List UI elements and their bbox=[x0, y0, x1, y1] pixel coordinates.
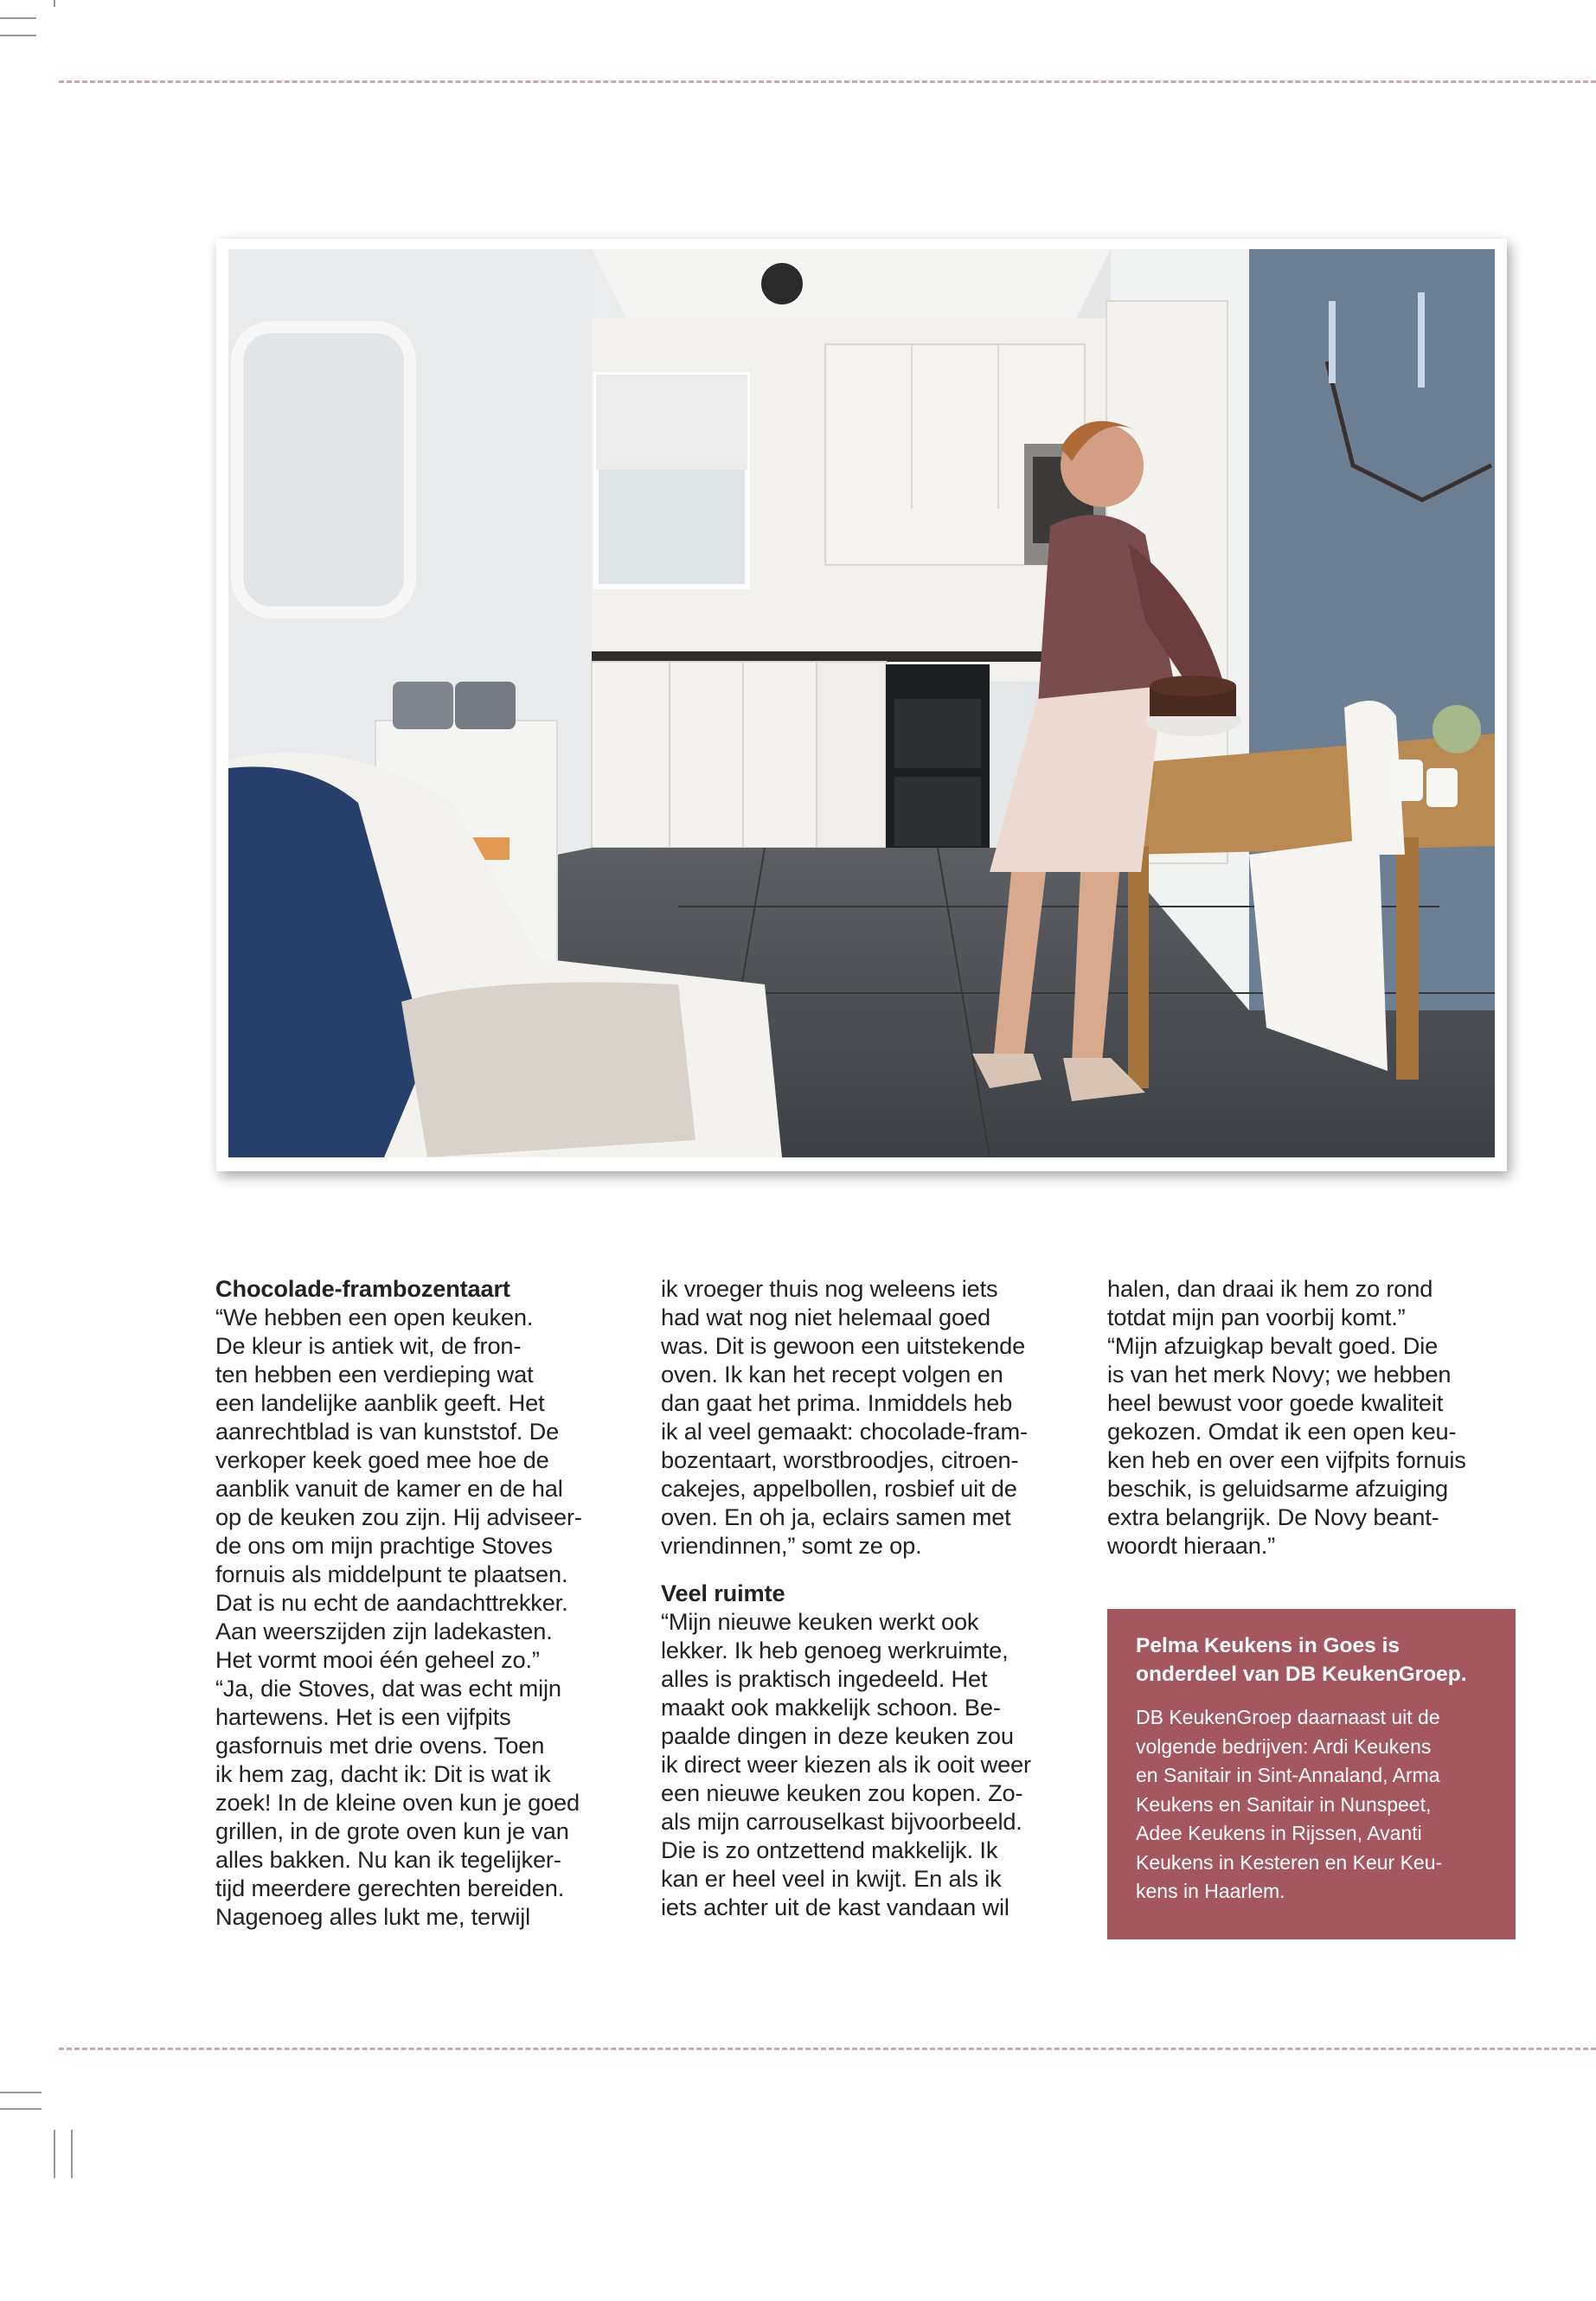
crop-mark bbox=[0, 2108, 42, 2110]
text-line: aanblik vanuit de kamer en de hal bbox=[215, 1475, 563, 1502]
text-line: totdat mijn pan voorbij komt.” bbox=[1107, 1304, 1406, 1330]
article-column-3 bbox=[1107, 1274, 1514, 1560]
text-line: heel bewust voor goede kwaliteit bbox=[1107, 1389, 1444, 1416]
dashed-rule-top bbox=[59, 80, 1596, 83]
text-line: een landelijke aanblik geeft. Het bbox=[215, 1389, 545, 1416]
text-line: als mijn carrouselkast bijvoorbeeld. bbox=[661, 1808, 1022, 1835]
text-line: verkoper keek goed mee hoe de bbox=[215, 1446, 549, 1473]
text-line: aanrechtblad is van kunststof. De bbox=[215, 1418, 560, 1445]
text-line: oven. Ik kan het recept volgen en bbox=[661, 1361, 1003, 1388]
text-line: Dat is nu echt de aandachttrekker. bbox=[215, 1589, 568, 1616]
info-box-text-line: Adee Keukens in Rijssen, Avanti bbox=[1136, 1822, 1422, 1844]
text-line: cakejes, appelbollen, rosbief uit de bbox=[661, 1475, 1017, 1502]
text-line: “Ja, die Stoves, dat was echt mijn bbox=[215, 1675, 561, 1702]
photo-frame bbox=[216, 239, 1507, 1171]
text-line: De kleur is antiek wit, de fron- bbox=[215, 1332, 522, 1359]
article-column-2 bbox=[661, 1274, 1085, 1921]
text-line: alles is praktisch ingedeeld. Het bbox=[661, 1665, 988, 1692]
crop-mark bbox=[0, 17, 36, 19]
section-heading: Chocolade-frambozentaart bbox=[215, 1275, 510, 1302]
text-line: Die is zo ontzettend makkelijk. Ik bbox=[661, 1836, 998, 1863]
crop-mark bbox=[54, 0, 55, 7]
text-line: op de keuken zou zijn. Hij adviseer- bbox=[215, 1503, 582, 1530]
crop-mark bbox=[71, 2130, 73, 2178]
text-line: “Mijn afzuigkap bevalt goed. Die bbox=[1107, 1332, 1439, 1359]
text-line: gasfornuis met drie ovens. Toen bbox=[215, 1732, 545, 1759]
crop-mark bbox=[0, 35, 36, 36]
text-line: alles bakken. Nu kan ik tegelijker- bbox=[215, 1846, 561, 1873]
text-line: “We hebben een open keuken. bbox=[215, 1304, 534, 1330]
text-line: bozentaart, worstbroodjes, citroen- bbox=[661, 1446, 1019, 1473]
crop-mark bbox=[54, 2130, 55, 2178]
text-line: halen, dan draai ik hem zo rond bbox=[1107, 1275, 1433, 1302]
text-line: oven. En oh ja, eclairs samen met bbox=[661, 1503, 1011, 1530]
text-line: “Mijn nieuwe keuken werkt ook bbox=[661, 1608, 979, 1635]
text-line: een nieuwe keuken zou kopen. Zo- bbox=[661, 1779, 1023, 1806]
text-line: was. Dit is gewoon een uitstekende bbox=[661, 1332, 1026, 1359]
text-line: beschik, is geluidsarme afzuiging bbox=[1107, 1475, 1449, 1502]
info-box-text-line: volgende bedrijven: Ardi Keukens bbox=[1136, 1734, 1432, 1758]
text-line: had wat nog niet helemaal goed bbox=[661, 1304, 990, 1330]
text-line: Nagenoeg alles lukt me, terwijl bbox=[215, 1903, 531, 1930]
text-line: ten hebben een verdieping wat bbox=[215, 1361, 534, 1388]
info-box-title-line: Pelma Keukens in Goes is bbox=[1136, 1634, 1401, 1657]
text-line: ik vroeger thuis nog weleens iets bbox=[661, 1275, 998, 1302]
text-line: tijd meerdere gerechten bereiden. bbox=[215, 1875, 565, 1901]
spacer-line bbox=[661, 1560, 1085, 1579]
text-line: ik direct weer kiezen als ik ooit weer bbox=[661, 1751, 1031, 1778]
info-box-title-line: onderdeel van DB KeukenGroep. bbox=[1136, 1663, 1467, 1686]
info-box-text-line: DB KeukenGroep daarnaast uit de bbox=[1136, 1706, 1440, 1728]
text-line: dan gaat het prima. Inmiddels heb bbox=[661, 1389, 1013, 1416]
info-box bbox=[1107, 1609, 1516, 1939]
info-box-text-line: en Sanitair in Sint-Annaland, Arma bbox=[1136, 1764, 1440, 1786]
text-line: kan er heel veel in kwijt. En als ik bbox=[661, 1865, 1002, 1892]
text-line: hartewens. Het is een vijfpits bbox=[215, 1703, 511, 1730]
text-line: extra belangrijk. De Novy beant- bbox=[1107, 1503, 1439, 1530]
text-line: ik hem zag, dacht ik: Dit is wat ik bbox=[215, 1760, 551, 1787]
text-line: ik al veel gemaakt: chocolade-fram- bbox=[661, 1418, 1028, 1445]
kitchen-photo bbox=[228, 249, 1495, 1157]
info-box-text-line: Keukens in Kesteren en Keur Keu- bbox=[1136, 1850, 1443, 1874]
crop-mark bbox=[0, 2092, 42, 2093]
text-line: gekozen. Omdat ik een open keu- bbox=[1107, 1418, 1457, 1445]
text-line: vriendinnen,” somt ze op. bbox=[661, 1532, 922, 1559]
article-column-1 bbox=[215, 1274, 622, 1931]
text-line: zoek! In de kleine oven kun je goed bbox=[215, 1789, 580, 1816]
section-heading: Veel ruimte bbox=[661, 1580, 785, 1606]
text-line: maakt ook makkelijk schoon. Be- bbox=[661, 1694, 1001, 1721]
text-line: grillen, in de grote oven kun je van bbox=[215, 1817, 569, 1844]
info-box-text-line: kens in Haarlem. bbox=[1136, 1880, 1285, 1902]
dashed-rule-bottom bbox=[59, 2048, 1596, 2050]
text-line: paalde dingen in deze keuken zou bbox=[661, 1722, 1014, 1749]
text-line: Aan weerszijden zijn ladekasten. bbox=[215, 1618, 553, 1644]
text-line: iets achter uit de kast vandaan wil bbox=[661, 1894, 1010, 1920]
info-box-text-line: Keukens en Sanitair in Nunspeet, bbox=[1136, 1792, 1432, 1816]
text-line: ken heb en over een vijfpits fornuis bbox=[1107, 1446, 1466, 1473]
text-line: woordt hieraan.” bbox=[1107, 1532, 1276, 1559]
text-line: Het vormt mooi één geheel zo.” bbox=[215, 1646, 540, 1673]
text-line: de ons om mijn prachtige Stoves bbox=[215, 1532, 553, 1559]
text-line: fornuis als middelpunt te plaatsen. bbox=[215, 1561, 568, 1587]
text-line: is van het merk Novy; we hebben bbox=[1107, 1361, 1452, 1388]
text-line: lekker. Ik heb genoeg werkruimte, bbox=[661, 1637, 1009, 1663]
